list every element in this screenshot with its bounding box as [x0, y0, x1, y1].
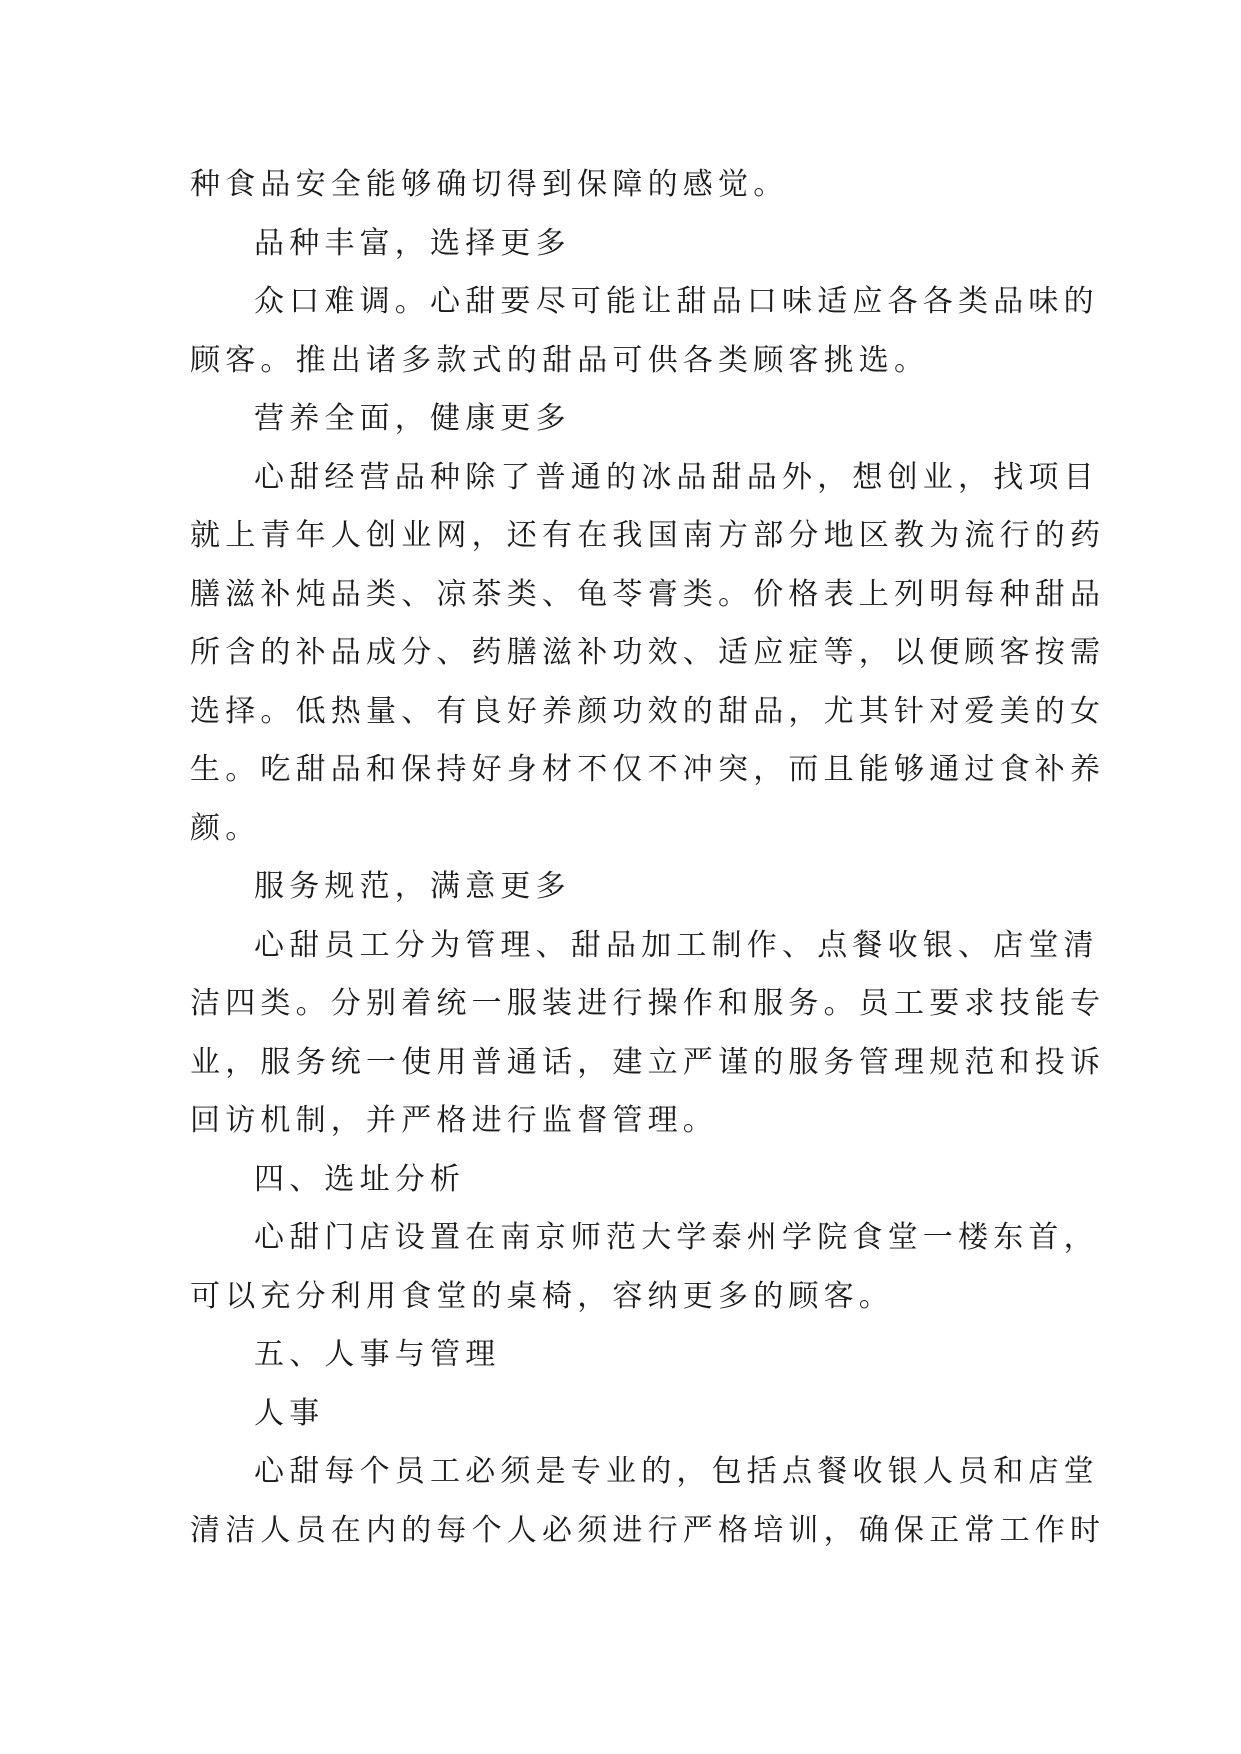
paragraph-p3 — [190, 390, 1050, 449]
text-line: 服务规范，满意更多 — [254, 869, 571, 904]
document-body — [190, 156, 1106, 1560]
paragraph-p6 — [190, 917, 1106, 1151]
text-line: 心甜门店设置在南京师范大学泰州学院食堂一楼东首， — [254, 1220, 1099, 1255]
text-line: 种食品安全能够确切得到保障的感觉。 — [190, 167, 789, 202]
paragraph-p1 — [190, 215, 1050, 274]
text-line: 五、人事与管理 — [254, 1337, 501, 1372]
text-line: 四、选址分析 — [254, 1161, 466, 1197]
text-line: 生。吃甜品和保持好身材不仅不冲突，而且能够通过食补养 — [190, 752, 1106, 787]
text-line: 业，服务统一使用普通话，建立严谨的服务管理规范和投诉 — [190, 1044, 1106, 1080]
text-line: 营养全面，健康更多 — [254, 401, 571, 436]
text-line: 所含的补品成分、药膳滋补功效、适应症等，以便顾客按需 — [190, 635, 1106, 670]
paragraph-p8 — [190, 1209, 1099, 1326]
text-line: 人事 — [254, 1395, 325, 1431]
text-line: 顾客。推出诸多款式的甜品可供各类顾客挑选。 — [190, 342, 930, 378]
text-line: 心甜每个员工必须是专业的，包括点餐收银人员和店堂 — [254, 1454, 1099, 1489]
paragraph-p5 — [190, 858, 1050, 917]
paragraph-p2 — [190, 273, 1099, 390]
text-line: 回访机制，并严格进行监督管理。 — [190, 1103, 718, 1138]
text-line: 颜。 — [190, 810, 261, 846]
text-line: 可以充分利用食堂的桌椅，容纳更多的顾客。 — [190, 1278, 894, 1314]
text-line: 清洁人员在内的每个人必须进行严格培训，确保正常工作时 — [190, 1512, 1106, 1548]
text-line: 众口难调。心甜要尽可能让甜品口味适应各各类品味的 — [254, 284, 1099, 319]
text-line: 心甜员工分为管理、甜品加工制作、点餐收银、店堂清 — [254, 927, 1099, 963]
paragraph-p4 — [190, 449, 1106, 859]
text-line: 就上青年人创业网，还有在我国南方部分地区教为流行的药 — [190, 518, 1106, 553]
text-line: 膳滋补炖品类、凉茶类、龟苓膏类。价格表上列明每种甜品 — [190, 576, 1106, 612]
text-line: 洁四类。分别着统一服装进行操作和服务。员工要求技能专 — [190, 986, 1106, 1021]
text-line: 品种丰富，选择更多 — [254, 225, 571, 261]
text-line: 心甜经营品种除了普通的冰品甜品外，想创业，找项目 — [254, 459, 1099, 495]
paragraph-p9 — [190, 1326, 1050, 1385]
paragraph-p11 — [190, 1443, 1106, 1560]
text-line: 选择。低热量、有良好养颜功效的甜品，尤其针对爱美的女 — [190, 693, 1106, 729]
paragraph-p10 — [190, 1385, 1050, 1444]
paragraph-p7 — [190, 1151, 1050, 1210]
paragraph-p0 — [190, 156, 1050, 215]
